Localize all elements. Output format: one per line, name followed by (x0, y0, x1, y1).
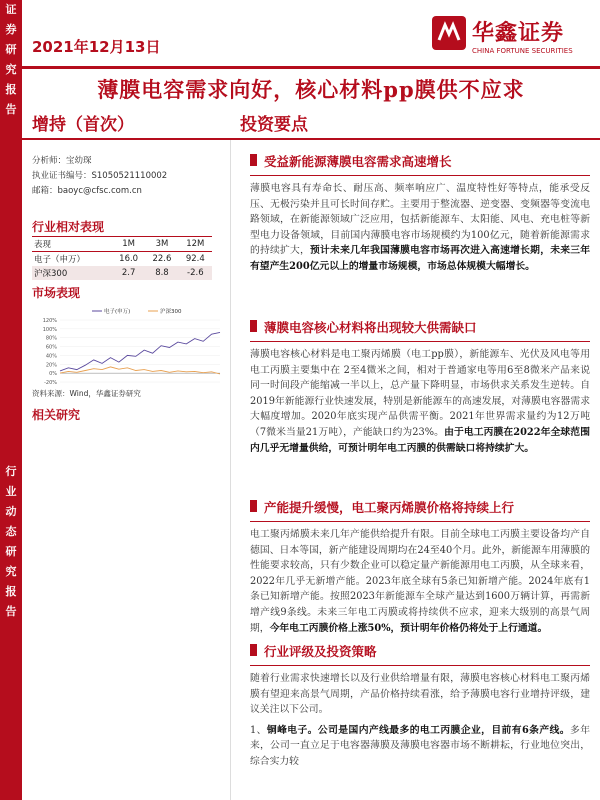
section-rule (250, 665, 590, 666)
company-logo (432, 14, 597, 64)
y-tick-label: 60% (45, 344, 57, 351)
y-tick-label: 120% (42, 318, 57, 324)
section-heading: 行业评级及投资策略 (250, 642, 590, 660)
table-cell: 沪深300 (32, 266, 112, 280)
y-tick-label: 20% (45, 362, 57, 369)
legend-label: 电子(申万) (104, 309, 131, 315)
table-row (32, 252, 212, 267)
investment-points-heading: 投资要点 (240, 115, 308, 135)
section-demand (250, 152, 590, 275)
para-text: 电工聚丙烯膜未来几年产能供给提升有限。目前全球电工丙膜主要设备均产自德国、日本等国，新产能建设周期均在24至40个月。此外，新能源车用薄膜的性能要求较高，只有少数企业可以稳定量产新能源用电工丙膜，从全球来看，2022年几乎无新增产能。2023年底全球有5条已知新增产能。2024年底有1条已知新增产能。按照2023年新能源车全球产量达到1600万辆计算，再需新增产线9条线。未来三年电工丙膜或将持续供不应求，迎来大级别的高景气周期， (250, 529, 590, 634)
side-label-char: 态 (5, 525, 17, 538)
title-rule (22, 138, 600, 140)
side-label-char: 告 (5, 605, 17, 618)
table-header-cell: 1M (112, 237, 145, 252)
table-header-cell: 表现 (32, 237, 112, 252)
logo-text-en: CHINA FORTUNE SECURITIES (472, 47, 573, 55)
side-label-char: 业 (5, 485, 17, 498)
item-text: 多年来，公司一直立足于电容器薄膜及薄膜电容器市场不断耕耘，行业地位突出，综合实力较 (250, 724, 591, 767)
report-date: 2021年12月13日 (32, 38, 161, 56)
side-label-char: 动 (5, 505, 17, 518)
header-rule (22, 66, 600, 69)
section-heading: 受益新能源薄膜电容需求高速增长 (250, 152, 590, 170)
y-tick-label: 80% (45, 335, 57, 342)
side-label-char: 券 (5, 23, 17, 36)
analyst-name: 分析师：宝幼琛 (32, 156, 92, 166)
analyst-info (32, 154, 222, 199)
table-cell: -2.6 (179, 266, 212, 280)
legend-label: 沪深300 (160, 309, 182, 315)
side-strip (0, 0, 22, 800)
side-label-char: 报 (5, 585, 17, 598)
section-rule (250, 341, 590, 342)
column-divider (230, 140, 231, 800)
section-rule (250, 175, 590, 176)
para-bold: 由于电工丙膜在2022年全球范围内几乎无增量供给，可预计明年电工丙膜的供需缺口将持续扩大。 (250, 426, 590, 454)
section-rule (250, 521, 590, 522)
table-cell: 电子（申万） (34, 255, 86, 265)
y-tick-label: -20% (44, 380, 57, 386)
logo-mark-icon (432, 16, 466, 50)
para-text: 随着行业需求快速增长以及行业供给增量有限，薄膜电容核心材料电工聚丙烯膜有望迎来高景气周期，产品价格持续看涨，给予薄膜电容行业增持评级，建议关注以下公司。 (250, 673, 590, 716)
side-label-char: 证 (5, 3, 17, 16)
side-label-char: 行 (5, 465, 17, 478)
performance-table-header (32, 237, 212, 252)
side-label-char: 告 (5, 103, 17, 116)
section-price (250, 498, 590, 636)
side-label-char: 究 (5, 63, 17, 76)
section-rating (250, 642, 590, 770)
y-tick-label: 40% (45, 353, 57, 360)
table-header-cell: 12M (179, 237, 212, 252)
side-label-char: 究 (5, 565, 17, 578)
table-row (32, 266, 212, 280)
analyst-email[interactable]: 邮箱：baoyc@cfsc.com.cn (32, 186, 142, 196)
analyst-cert: 执业证书编号：S1050521110002 (32, 171, 168, 181)
performance-heading: 行业相对表现 (32, 220, 105, 234)
section-heading: 产能提升缓慢，电工聚丙烯膜价格将持续上行 (250, 498, 590, 516)
table-cell: 2.7 (112, 266, 145, 280)
para-text: 薄膜电容核心材料是电工聚丙烯膜（电工pp膜），新能源车、光伏及风电等用电工丙膜主要集中在 2至4微米之间，相对于普通家电等用6至8微米产品来说同一时间段产能缩减一半以上，总产量下降明显，市场供求关系发生逆转。自2019年新能源行业快速发展，特别是新能源车的高速发展，对薄膜电容器需求大幅度增加。2020年底实现产品供需平衡。2021年世界需求量约为12万吨（7微米当量21万吨），产能缺口约为23%。 (250, 349, 590, 438)
side-label-bottom (0, 462, 22, 622)
market-heading: 市场表现 (32, 286, 81, 300)
table-cell: 16.0 (119, 254, 139, 264)
section-paragraph (250, 347, 590, 456)
logo-text-cn: 华鑫证券 (472, 21, 565, 46)
performance-table (32, 236, 212, 280)
para-bold: 今年电工丙膜价格上涨50%，预计明年价格仍将处于上行通道。 (269, 622, 548, 634)
side-label-char: 研 (5, 545, 17, 558)
section-paragraph (250, 671, 590, 718)
section-paragraph (250, 527, 590, 636)
rating-label: 增持（首次） (32, 115, 134, 135)
side-label-top (0, 0, 22, 120)
related-research-heading[interactable]: 相关研究 (32, 408, 81, 422)
item-bold: 铜峰电子。公司是国内产线最多的电工丙膜企业，目前有6条产线。 (266, 724, 571, 736)
company-item (250, 723, 590, 770)
side-label-char: 研 (5, 43, 17, 56)
item-number: 1、 (250, 724, 267, 736)
table-cell: 92.4 (185, 254, 205, 264)
series-line (60, 332, 220, 371)
table-cell: 22.6 (152, 254, 172, 264)
table-cell: 8.8 (145, 266, 178, 280)
para-text: 薄膜电容具有寿命长、耐压高、频率响应广、温度特性好等特点，能承受反压、无极污染并且可长时间存贮。主要用于整流器、逆变器、变频器等变流电路领域，在新能源领域广泛应用，包括新能源车、太阳能、风电、充电桩等新型电力设备领域，目前国内薄膜电容市场规模约为100亿元，随着新能源需求的持续扩大， (250, 183, 590, 257)
section-paragraph (250, 181, 590, 275)
market-chart (30, 306, 226, 386)
chart-source: 资料来源：Wind，华鑫证券研究 (32, 389, 141, 398)
section-supply-gap (250, 318, 590, 456)
y-tick-label: 100% (42, 326, 57, 333)
market-chart-svg (30, 306, 226, 386)
side-label-char: 报 (5, 83, 17, 96)
y-tick-label: 0% (49, 371, 57, 378)
table-header-cell: 3M (145, 237, 178, 252)
para-bold: 预计未来几年我国薄膜电容市场再次进入高速增长期，未来三年有望产生200亿元以上的增量市场规模，市场总体规模大幅增长。 (250, 245, 591, 272)
report-title: 薄膜电容需求向好，核心材料pp膜供不应求 (97, 77, 525, 102)
section-heading: 薄膜电容核心材料将出现较大供需缺口 (250, 318, 590, 336)
